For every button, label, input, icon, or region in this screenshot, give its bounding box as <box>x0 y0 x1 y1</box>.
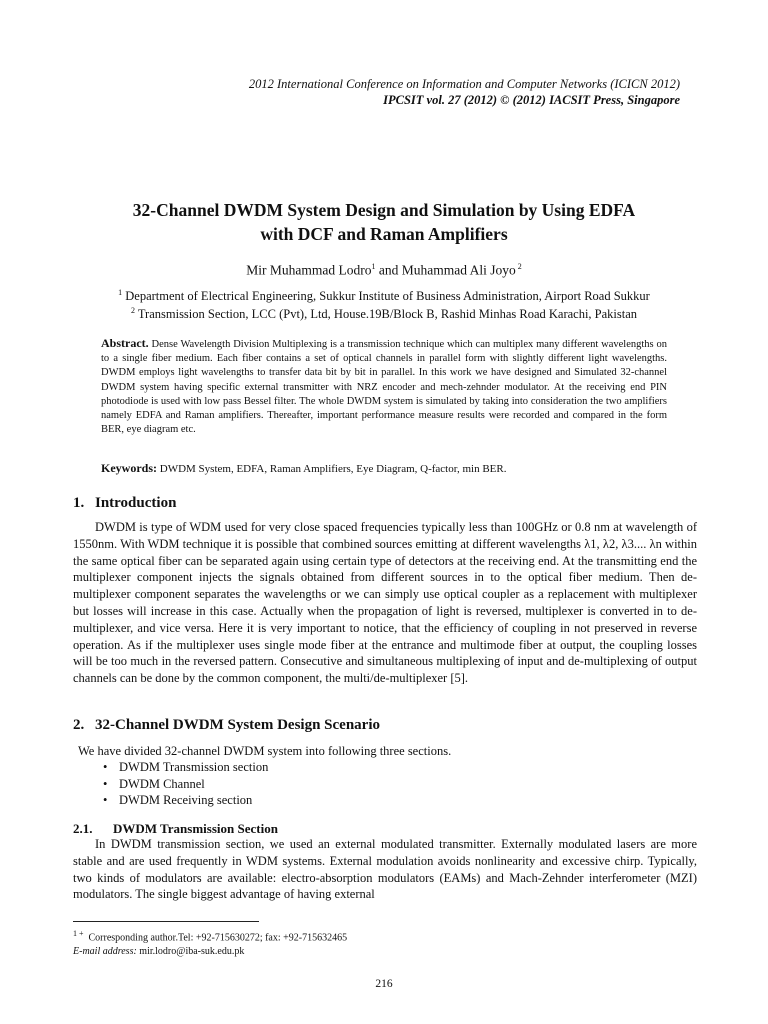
conference-name: 2012 International Conference on Information and Computer Networks (ICICN 2012) <box>248 77 680 91</box>
footnote-divider <box>73 921 259 922</box>
author-2: Muhammad Ali Joyo <box>401 262 516 278</box>
list-item-text: DWDM Channel <box>119 776 205 791</box>
abstract-text: Dense Wavelength Division Multiplexing is a transmission technique which can multiplex many different wavelengths on to a single fiber medium. Each fiber contains a set of optical channels in parallel form with slightly different light wavelengths. DWDM employs light wavelengths to transfer data bit by bit in parallel. In this work we have designed and Simulated 32-channel DWDM system having specific external transmitter with NRZ encoder and mech-zehnder modulator. At the receiving end PIN photodiode is used with low pass Bessel filter. The whole DWDM system is simulated by taking into consideration the two amplifiers namely EDFA and Raman amplifiers. Thereafter, important performance measure results were recorded and compared in the form BER, eye diagram etc. <box>101 339 667 436</box>
footnote-mark: 1 + <box>73 929 84 938</box>
keywords <box>101 461 667 476</box>
keywords-label: Keywords: <box>101 461 157 475</box>
title-line-2: with DCF and Raman Amplifiers <box>260 224 508 244</box>
author-list <box>0 262 768 279</box>
affiliation-1-text: Department of Electrical Engineering, Sukkur Institute of Business Administration, Airport Road Sukkur <box>122 289 650 304</box>
introduction-paragraph: DWDM is type of WDM used for very close spaced frequencies typically less than 100GHz or 0.8 nm at wavelength of 1550nm. With WDM technique it is possible that combined sources emitting at different wavelengths λ1, λ2, λ3.... λn within the same optical fiber can be separated again using certain type of detectors at the receiving end. At the transmitting end the multiplexer component injects the signals obtained from different sources in to the optical fiber medium. Then de-multiplexer component separates the wavelengths or we can simply use optical coupler as a replacement with multiplexer but losses will increase in this case. Actually when the propagation of light is reversed, multiplexer is converted in to de-multiplexer, and vice versa. Here it is very important to notice, that the efficiency of coupling in not preserved in reverse operation. As if the multiplexer uses single mode fiber at the entrance and multimode fiber at output, the coupling losses will be too much in the reversed pattern. Consecutive and simultaneous multiplexing of input and de-multiplexing of output channels can be done by the common component, the multi/de-multiplexer [5]. <box>73 520 697 686</box>
affiliation-1 <box>0 288 768 304</box>
keywords-text: DWDM System, EDFA, Raman Amplifiers, Eye Diagram, Q-factor, min BER. <box>157 463 507 475</box>
section-2-number: 2. <box>73 717 85 733</box>
abstract-label: Abstract. <box>101 336 149 350</box>
section-1-heading <box>73 495 176 512</box>
transmission-paragraph: In DWDM transmission section, we used an external modulated transmitter. Externally modulated lasers are more stable and are used frequently in WDM systems. External modulation avoids nonlinearity and excessive chirp. Typically, two kinds of modulators are available: electro-absorption modulators (EAMs) and Mach-Zehnder interferometer (MZI) modulators. The single biggest advantage of having external <box>73 837 697 902</box>
author-1-affil-mark: 1 <box>371 262 376 271</box>
affiliation-2-text: Transmission Section, LCC (Pvt), Ltd, House.19B/Block B, Rashid Minhas Road Karachi, Pakistan <box>134 307 638 322</box>
abstract <box>101 336 667 437</box>
paper-title <box>60 198 708 246</box>
list-item <box>100 792 268 809</box>
section-1-number: 1. <box>73 495 85 511</box>
author-2-affil-mark: 2 <box>515 262 522 271</box>
page-number: 216 <box>375 978 393 990</box>
author-conjunction: and <box>375 262 402 278</box>
list-item <box>100 759 268 776</box>
affiliation-1-mark: 1 <box>118 288 123 297</box>
section-1-title: Introduction <box>95 495 177 511</box>
section-2-intro: We have divided 32-channel DWDM system into following three sections. <box>78 744 452 758</box>
footnote-corresponding <box>73 927 347 945</box>
list-item <box>100 776 268 793</box>
bullet-icon: • <box>103 776 108 791</box>
affiliation-2-mark: 2 <box>130 306 135 315</box>
conference-header <box>249 76 680 108</box>
section-2-title: 32-Channel DWDM System Design Scenario <box>95 717 380 733</box>
section-list <box>100 759 268 809</box>
list-item-text: DWDM Receiving section <box>119 793 253 807</box>
transmission-section-body <box>73 836 697 903</box>
volume-info: IPCSIT vol. 27 (2012) © (2012) IACSIT Press, Singapore <box>383 93 680 107</box>
subsection-2-1-heading <box>73 821 278 837</box>
bullet-icon: • <box>103 793 108 807</box>
author-1: Mir Muhammad Lodro <box>246 262 372 278</box>
footnote <box>73 927 347 958</box>
title-line-1: 32-Channel DWDM System Design and Simulation by Using EDFA <box>132 200 636 220</box>
subsection-2-1-number: 2.1. <box>73 821 93 836</box>
footnote-email-line <box>73 945 347 959</box>
subsection-2-1-title: DWDM Transmission Section <box>113 821 278 836</box>
footnote-contact: Corresponding author.Tel: +92-715630272; fax: +92-715632465 <box>88 932 348 944</box>
introduction-body <box>73 519 697 687</box>
bullet-icon: • <box>103 760 108 774</box>
email-label: E-mail address: <box>73 945 137 957</box>
section-2-heading <box>73 717 380 734</box>
email-address[interactable]: mir.lodro@iba-suk.edu.pk <box>139 945 245 957</box>
affiliation-2 <box>0 306 768 322</box>
list-item-text: DWDM Transmission section <box>119 760 269 774</box>
